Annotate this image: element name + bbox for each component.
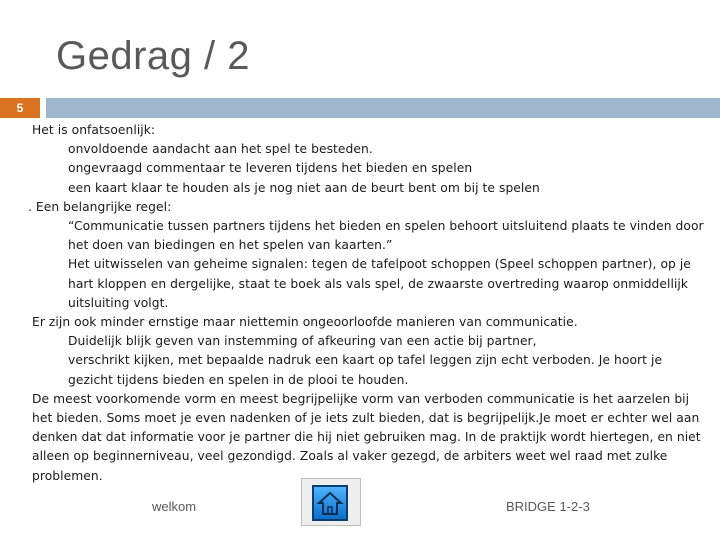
home-icon[interactable] — [312, 485, 348, 521]
body-line: Duidelijk blijk geven van instemming of afkeuring van een actie bij partner, — [68, 334, 537, 349]
body-line: Het uitwisselen van geheime signalen: tegen de tafelpoot schoppen (Speel schoppen partner), op je hart kloppen en dergelijke, staat te boek als vals spel, de zwaarste overtreding waarop onmiddellijk uitsluiting volgt. — [68, 257, 691, 310]
body-line: Het is onfatsoenlijk: — [32, 123, 156, 137]
body-line: De meest voorkomende vorm en meest begrijpelijke vorm van verboden communicatie is het aarzelen bij het bieden. Soms moet je even nadenken of je iets zult bieden, dat is begrijpelijk.Je moet er echter wel aan denken dat dat informatie voor je partner die hij niet gebruiken mag. In de praktijk wordt hiertegen, en niet alleen op beginnerniveau, veel gezondigd. Zoals al vaker gezegd, de arbiters weet wel raad met zulke problemen. — [32, 391, 701, 483]
footer-bridge: BRIDGE 1-2-3 — [506, 499, 590, 514]
body-line: verschrikt kijken, met bepaalde nadruk een kaart op tafel leggen zijn echt verboden. Je hoort je gezicht tijdens bieden en spelen in de plooi te houden. — [68, 353, 663, 387]
slide-title: Gedrag / 2 — [56, 34, 251, 78]
header-band — [46, 98, 720, 118]
body-line: ongevraagd commentaar te leveren tijdens het bieden en spelen — [68, 161, 473, 176]
slide-number: 5 — [0, 98, 40, 118]
footer-welkom: welkom — [152, 499, 197, 514]
slide-body — [28, 121, 704, 486]
body-line: een kaart klaar te houden als je nog niet aan de beurt bent om bij te spelen — [68, 180, 540, 195]
body-line: onvoldoende aandacht aan het spel te besteden. — [68, 142, 373, 157]
body-line: “Communicatie tussen partners tijdens het bieden en spelen behoort uitsluitend plaats te vinden door het doen van biedingen en het spelen van kaarten.” — [68, 219, 704, 253]
body-line: Er zijn ook minder ernstige maar niettemin ongeoorloofde manieren van communicatie. — [32, 315, 578, 330]
body-line: . Een belangrijke regel: — [28, 199, 172, 214]
